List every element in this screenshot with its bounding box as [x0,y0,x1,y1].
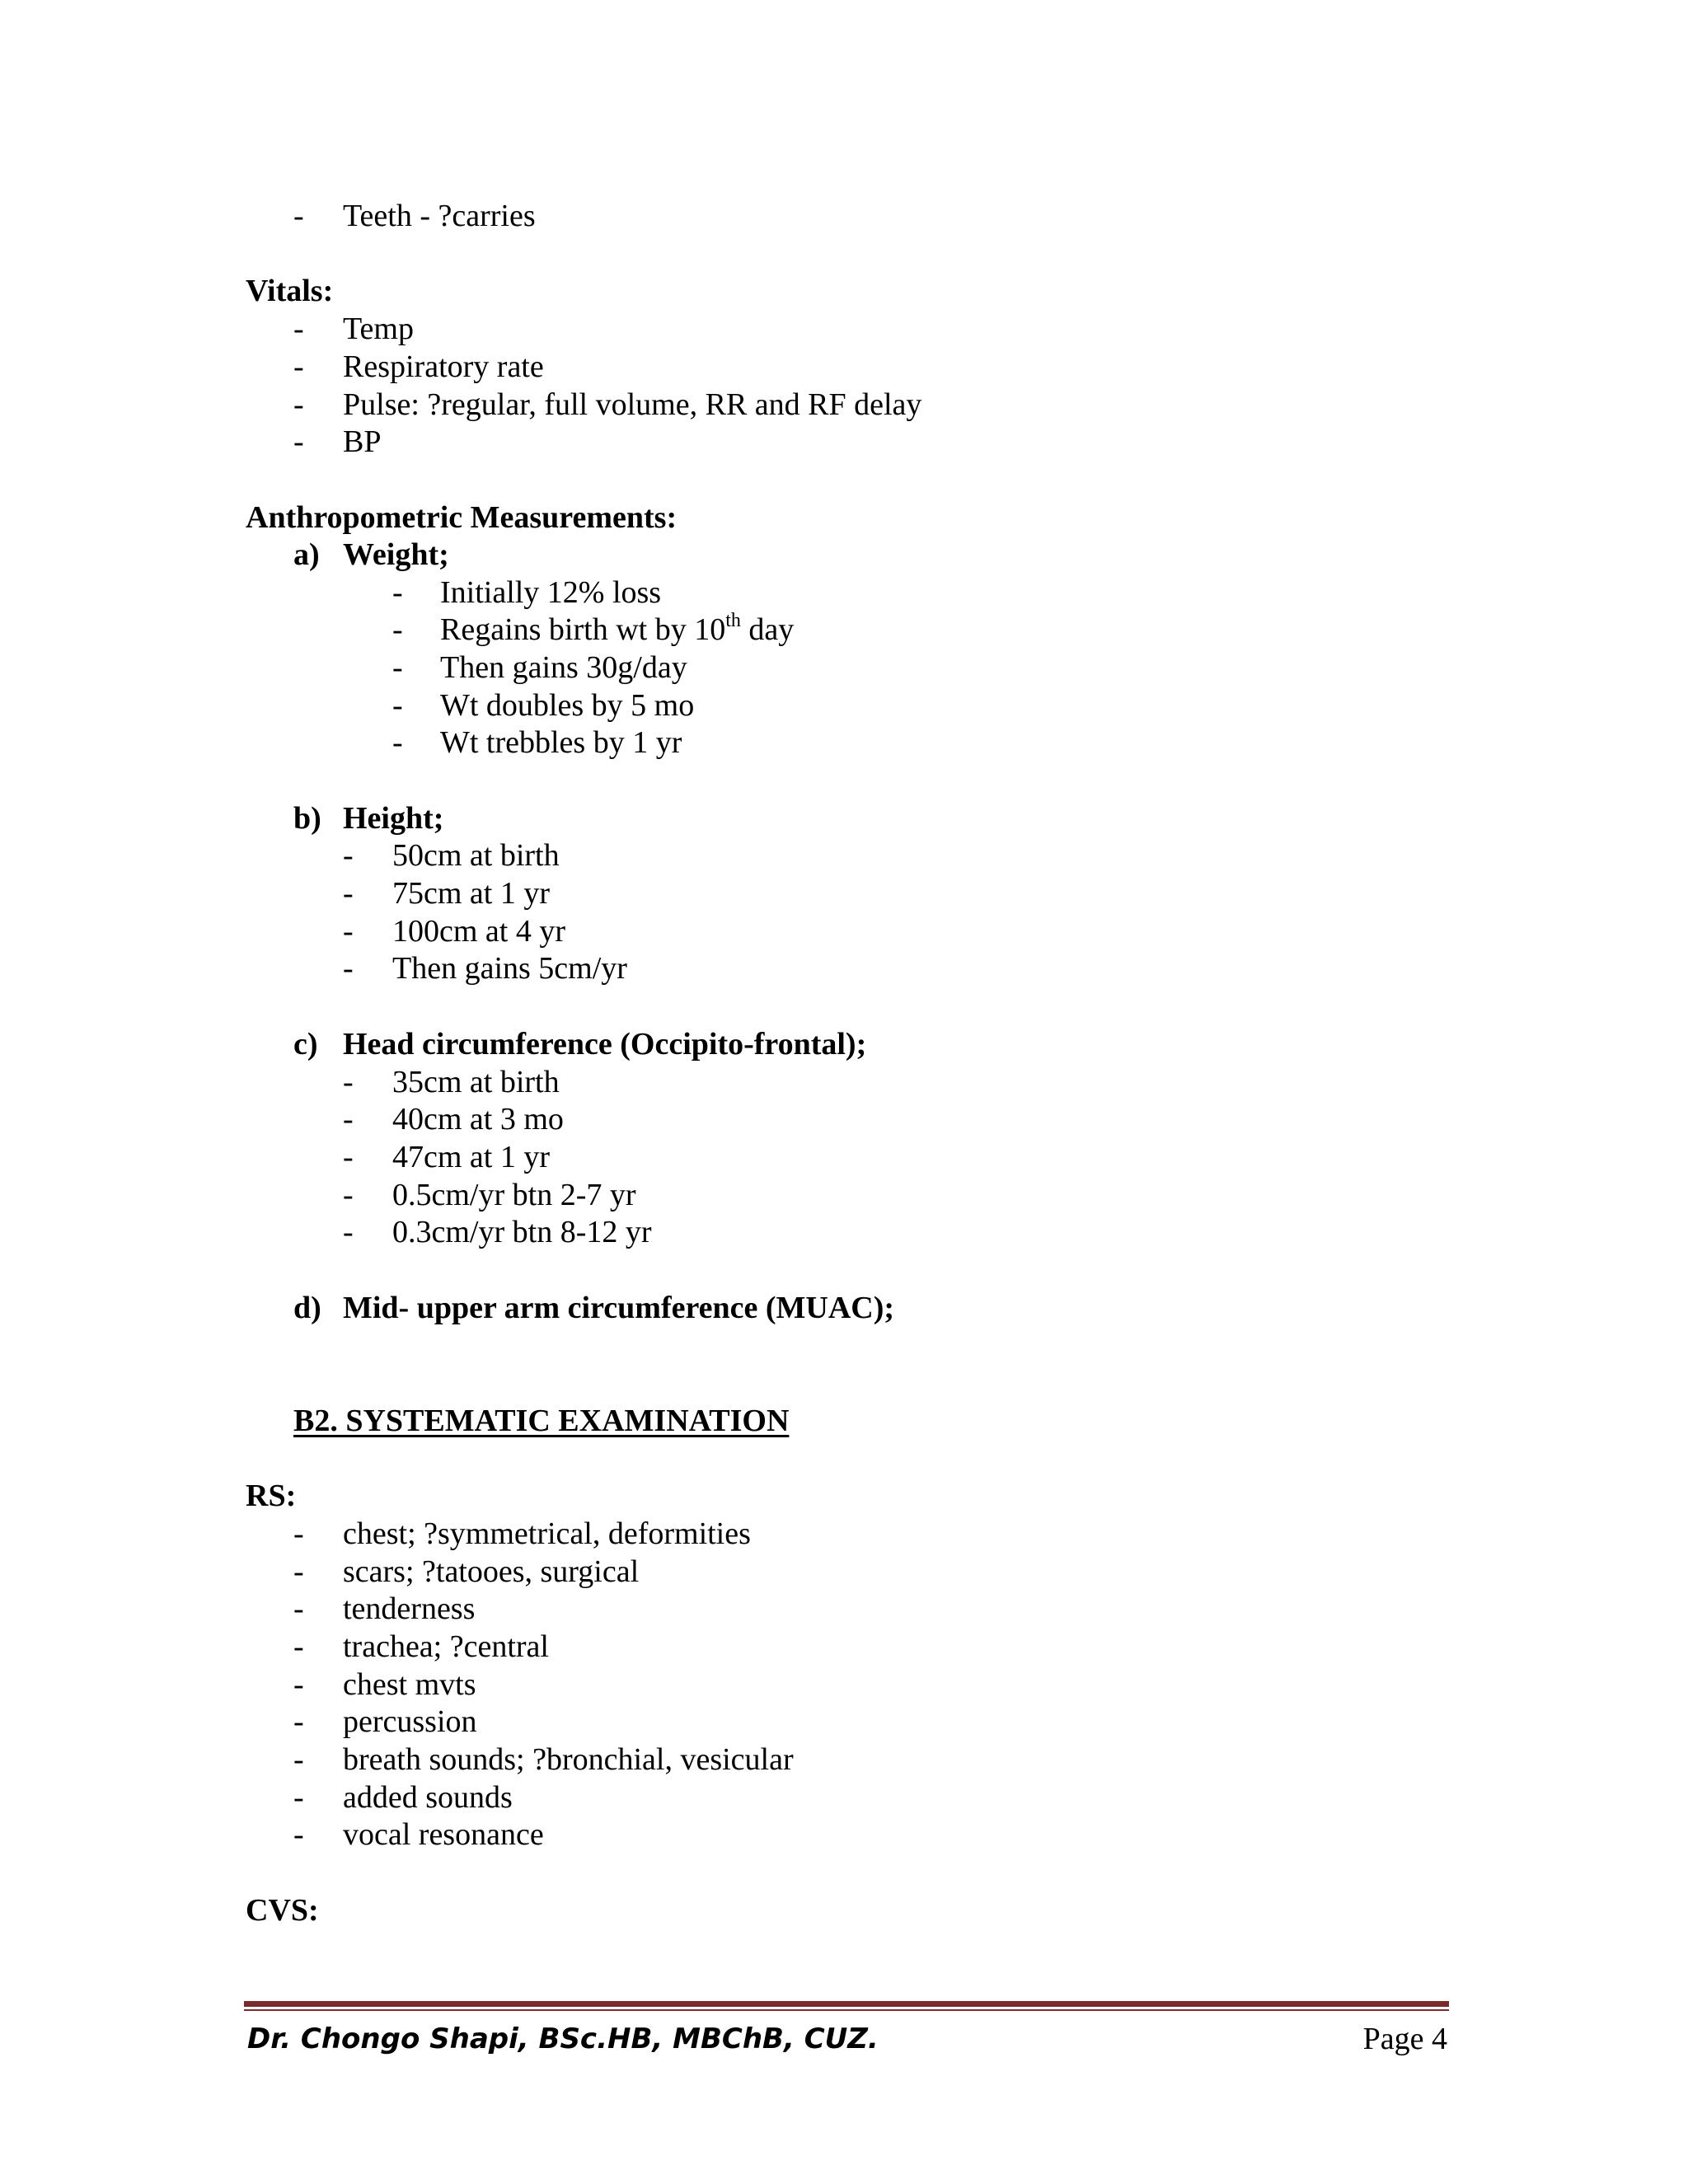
vitals-item: Pulse: ?regular, full volume, RR and RF delay [343,387,922,422]
head-item: 40cm at 3 mo [392,1102,564,1137]
weight-item: Initially 12% loss [440,575,662,610]
vitals-item: BP [343,424,382,459]
bullet-dash: - [392,575,403,610]
ordinal-suffix: th [725,610,741,632]
bullet-dash: - [293,349,304,384]
head-item: 35cm at birth [392,1065,560,1099]
rs-item: percussion [343,1704,477,1739]
bullet-dash: - [293,1554,304,1589]
bullet-dash: - [293,1667,304,1702]
vitals-item: Respiratory rate [343,349,544,384]
head-item: 0.3cm/yr btn 8-12 yr [392,1215,652,1249]
weight-item-text: Regains birth wt by 10 [440,612,726,647]
muac-marker: d) [293,1291,321,1325]
bullet-dash: - [392,650,403,685]
weight-title: Weight; [343,537,449,572]
systematic-heading: B2. SYSTEMATIC EXAMINATION [293,1404,790,1438]
bullet-dash: - [343,838,354,873]
height-item: Then gains 5cm/yr [392,951,627,986]
rs-item: vocal resonance [343,1817,544,1852]
anthropometric-heading: Anthropometric Measurements: [246,500,678,535]
bullet-dash: - [343,1178,354,1212]
bullet-dash: - [343,1140,354,1174]
bullet-dash: - [293,1742,304,1777]
footer-rule [244,2001,1449,2007]
rs-item: chest; ?symmetrical, deformities [343,1516,751,1551]
bullet-dash: - [293,424,304,459]
cvs-heading: CVS: [246,1893,319,1928]
rs-item: breath sounds; ?bronchial, vesicular [343,1742,794,1777]
rs-item: chest mvts [343,1667,476,1702]
bullet-dash: - [293,1591,304,1626]
vitals-heading: Vitals: [246,274,334,308]
weight-item-text-end: day [740,612,795,647]
teeth-item: Teeth - ?carries [343,199,536,233]
head-title: Head circumference (Occipito-frontal); [343,1027,867,1062]
bullet-dash: - [343,951,354,986]
weight-item: Then gains 30g/day [440,650,687,685]
weight-item [440,611,794,649]
bullet-dash: - [343,914,354,949]
bullet-dash: - [392,612,403,647]
rs-item: added sounds [343,1780,513,1815]
bullet-dash: - [293,1817,304,1852]
bullet-dash: - [293,1780,304,1815]
footer-author: Dr. Chongo Shapi, BSc.HB, MBChB, CUZ. [247,2022,879,2055]
height-title: Height; [343,801,444,836]
weight-item: Wt doubles by 5 mo [440,688,695,723]
bullet-dash: - [293,1516,304,1551]
height-item: 100cm at 4 yr [392,914,566,949]
footer-rule-thin [244,2009,1449,2011]
page-number: Page 4 [1362,2022,1447,2056]
height-item: 50cm at birth [392,838,560,873]
height-marker: b) [293,801,321,836]
rs-heading: RS: [246,1479,297,1513]
bullet-dash: - [343,876,354,911]
weight-marker: a) [293,537,320,572]
bullet-dash: - [293,1704,304,1739]
rs-item: tenderness [343,1591,476,1626]
vitals-item: Temp [343,312,414,346]
bullet-dash: - [343,1065,354,1099]
head-item: 0.5cm/yr btn 2-7 yr [392,1178,636,1212]
bullet-dash: - [343,1102,354,1137]
bullet-dash: - [293,312,304,346]
bullet-dash: - [293,199,304,233]
bullet-dash: - [392,725,403,760]
bullet-dash: - [293,387,304,422]
weight-item: Wt trebbles by 1 yr [440,725,682,760]
rs-item: scars; ?tatooes, surgical [343,1554,640,1589]
head-marker: c) [293,1027,318,1062]
bullet-dash: - [293,1629,304,1664]
bullet-dash: - [392,688,403,723]
head-item: 47cm at 1 yr [392,1140,551,1174]
height-item: 75cm at 1 yr [392,876,551,911]
muac-title: Mid- upper arm circumference (MUAC); [343,1291,895,1325]
bullet-dash: - [343,1215,354,1249]
rs-item: trachea; ?central [343,1629,549,1664]
